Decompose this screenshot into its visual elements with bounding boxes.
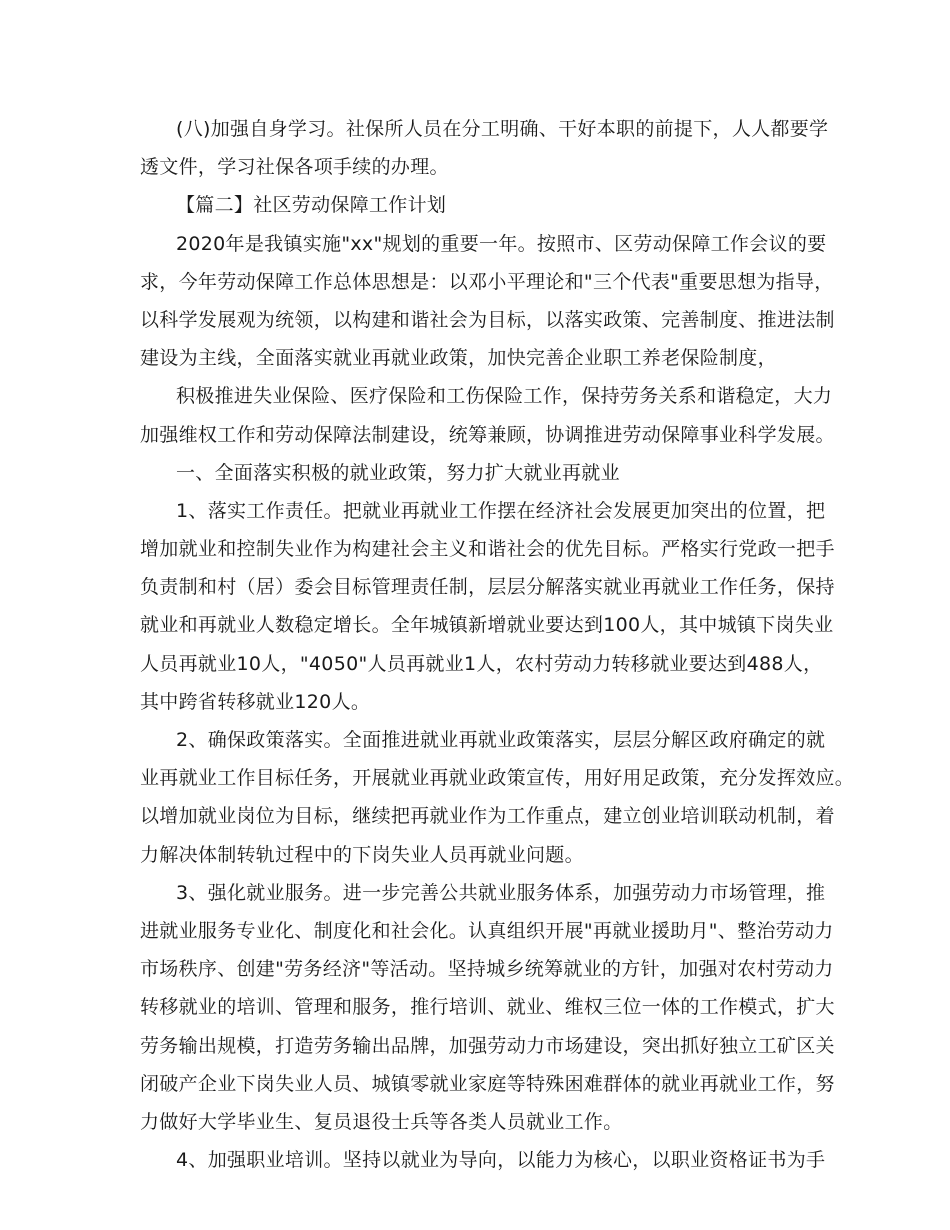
text-line: 以科学发展观为统领，以构建和谐社会为目标，以落实政策、完善制度、推进法制 bbox=[140, 308, 835, 331]
text-line: 市场秩序、创建"劳务经济"等活动。坚持城乡统筹就业的方针，加强对农村劳动力 bbox=[140, 958, 834, 981]
text-line: 其中跨省转移就业120人。 bbox=[140, 690, 371, 713]
text-line: 求，今年劳动保障工作总体思想是：以邓小平理论和"三个代表"重要思想为指导， bbox=[140, 270, 834, 293]
text-line: 人员再就业10人，"4050"人员再就业1人，农村劳动力转移就业要达到488人， bbox=[140, 652, 823, 675]
text-line: 【篇二】社区劳动保障工作计划 bbox=[176, 194, 447, 217]
text-line: 3、强化就业服务。进一步完善公共就业服务体系，加强劳动力市场管理，推 bbox=[176, 881, 826, 904]
text-line: 4、加强职业培训。坚持以就业为导向，以能力为核心，以职业资格证书为手 bbox=[176, 1149, 826, 1172]
text-line: 1、落实工作责任。把就业再就业工作摆在经济社会发展更加突出的位置，把 bbox=[176, 499, 826, 522]
text-line: 2、确保政策落实。全面推进就业再就业政策落实，层层分解区政府确定的就 bbox=[176, 729, 826, 751]
text-line: (八)加强自身学习。社保所人员在分工明确、干好本职的前提下，人人都要学 bbox=[176, 118, 829, 140]
text-line: 业再就业工作目标任务，开展就业再就业政策宣传，用好用足政策，充分发挥效应。 bbox=[140, 767, 855, 790]
text-line: 建设为主线，全面落实就业再就业政策，加快完善企业职工养老保险制度， bbox=[140, 347, 777, 370]
text-line: 透文件，学习社保各项手续的办理。 bbox=[140, 156, 449, 179]
text-line: 进就业服务专业化、制度化和社会化。认真组织开展"再就业援助月"、整治劳动力 bbox=[140, 919, 834, 942]
text-line: 积极推进失业保险、医疗保险和工伤保险工作，保持劳务关系和谐稳定，大力 bbox=[176, 385, 833, 408]
text-line: 力解决体制转轨过程中的下岗失业人员再就业问题。 bbox=[140, 843, 584, 866]
text-line: 负责制和村（居）委会目标管理责任制，层层分解落实就业再就业工作任务，保持 bbox=[140, 576, 835, 599]
text-line: 就业和再就业人数稳定增长。全年城镇新增就业要达到100人，其中城镇下岗失业 bbox=[140, 614, 834, 637]
text-line: 转移就业的培训、管理和服务，推行培训、就业、维权三位一体的工作模式，扩大 bbox=[140, 996, 835, 1019]
text-line: 一、全面落实积极的就业政策，努力扩大就业再就业 bbox=[176, 461, 620, 484]
text-line: 闭破产企业下岗失业人员、城镇零就业家庭等特殊困难群体的就业再就业工作，努 bbox=[140, 1072, 835, 1095]
text-line: 以增加就业岗位为目标，继续把再就业作为工作重点，建立创业培训联动机制，着 bbox=[140, 805, 835, 828]
text-line: 加强维权工作和劳动保障法制建设，统筹兼顾，协调推进劳动保障事业科学发展。 bbox=[140, 423, 835, 446]
text-line: 劳务输出规模，打造劳务输出品牌，加强劳动力市场建设，突出抓好独立工矿区关 bbox=[140, 1034, 835, 1057]
text-line: 增加就业和控制失业作为构建社会主义和谐社会的优先目标。严格实行党政一把手 bbox=[140, 538, 835, 561]
text-line: 2020年是我镇实施"xx"规划的重要一年。按照市、区劳动保障工作会议的要 bbox=[176, 232, 827, 255]
document-body bbox=[140, 110, 855, 1179]
text-line: 力做好大学毕业生、复员退役士兵等各类人员就业工作。 bbox=[140, 1110, 623, 1133]
